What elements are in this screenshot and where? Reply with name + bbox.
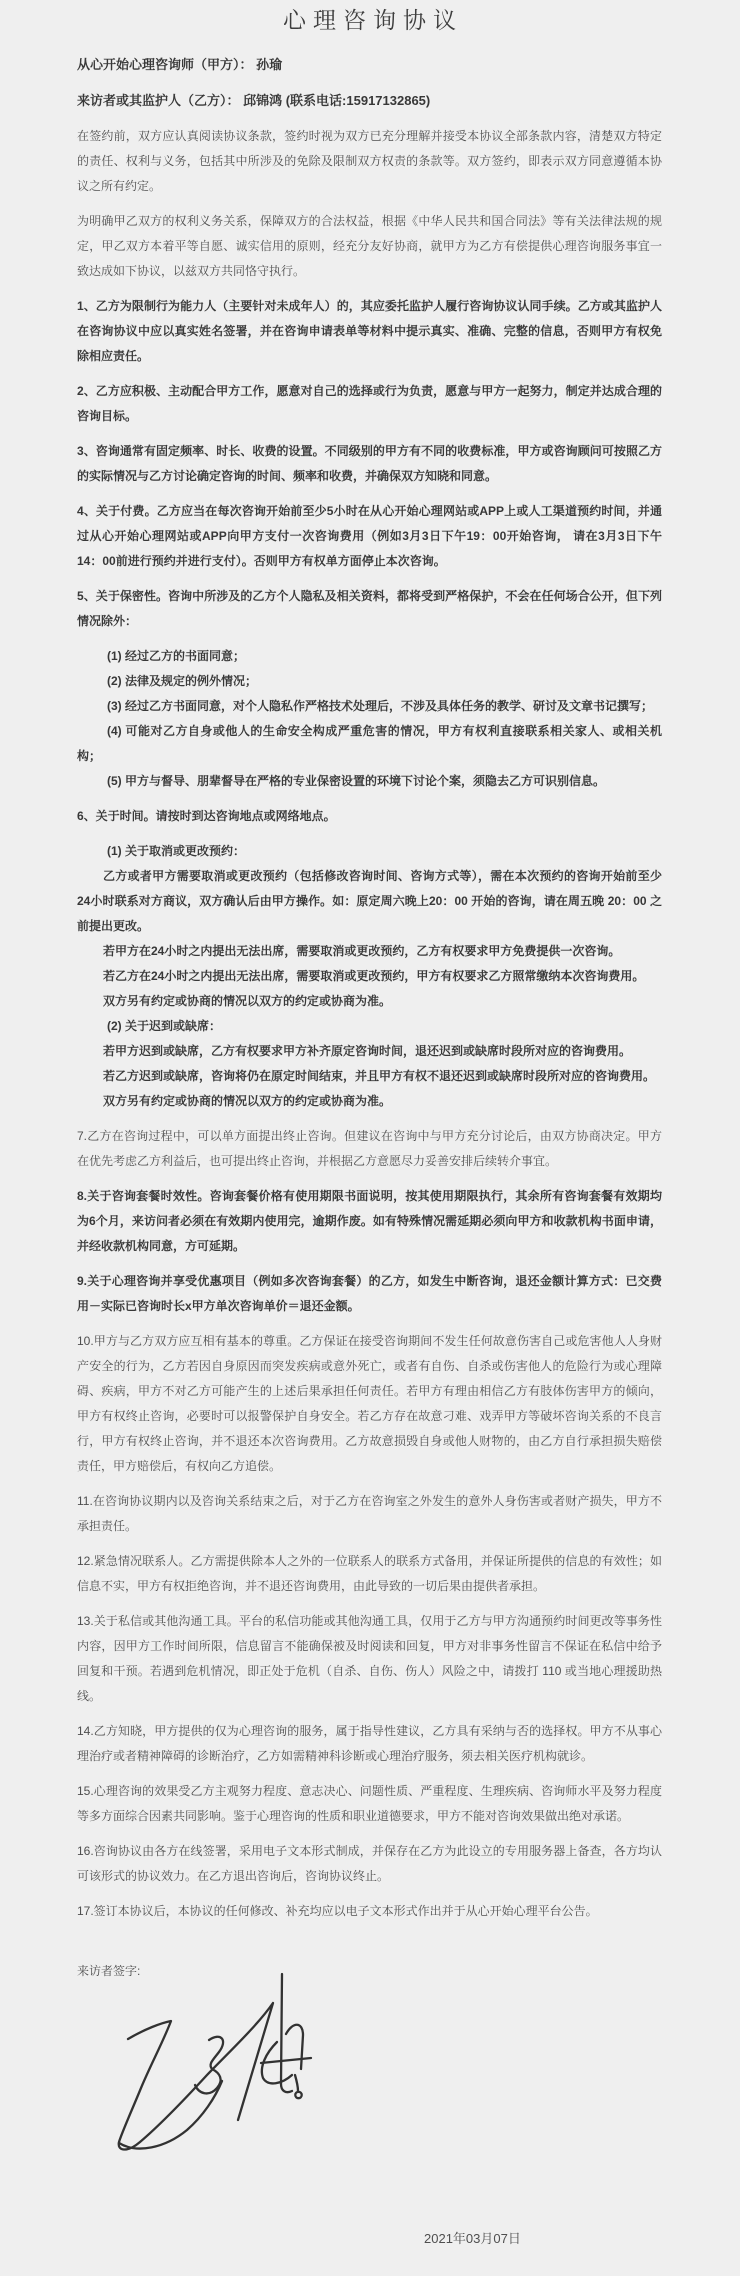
clause-6-sub-5: 双方另有约定或协商的情况以双方的约定或协商为准。 bbox=[103, 994, 392, 1008]
clause-17: 17.签订本协议后，本协议的任何修改、补充均应以电子文本形式作出并于从心开始心理平台公告。 bbox=[77, 1904, 598, 1918]
clause-6-sub-6: (2) 关于迟到或缺席： bbox=[107, 1019, 222, 1033]
clause-13: 13.关于私信或其他沟通工具。平台的私信功能或其他沟通工具，仅用于乙方与甲方沟通预约时间更改等事务性内容，因甲方工作时间所限，信息留言不能确保被及时阅读和回复，甲方对非事务性留言不保证在私信中给予回复和干预。若遇到危机情况，即正处于危机（自杀、自伤、伤人）风险之中，请拨打 110 或当地心理援助热线。 bbox=[77, 1614, 662, 1703]
clause-5-sub-5: (5) 甲方与督导、朋辈督导在严格的专业保密设置的环境下讨论个案，须隐去乙方可识别信息。 bbox=[107, 774, 606, 788]
clause-9: 9.关于心理咨询并享受优惠项目（例如多次咨询套餐）的乙方，如发生中断咨询，退还金额计算方式：已交费用－实际已咨询时长x甲方单次咨询单价＝退还金额。 bbox=[77, 1274, 662, 1313]
clause-5-sub-1: (1) 经过乙方的书面同意； bbox=[107, 649, 246, 663]
page-title: 心理咨询协议 bbox=[283, 7, 463, 33]
clause-5-sub-2: (2) 法律及规定的例外情况； bbox=[107, 674, 258, 688]
signature-label: 来访者签字: bbox=[77, 1964, 141, 1978]
signature-date: 2021年03月07日 bbox=[424, 2231, 521, 2246]
clause-6-sub-4: 若乙方在24小时之内提出无法出席，需要取消或更改预约，甲方有权要求乙方照常缴纳本次咨询费用。 bbox=[103, 969, 645, 983]
intro-paragraph-1: 在签约前，双方应认真阅读协议条款，签约时视为双方已充分理解并接受本协议全部条款内容，清楚双方特定的责任、权利与义务，包括其中所涉及的免除及限制双方权责的条款等。双方签约，即表示双方同意遵循本协议之所有约定。 bbox=[77, 129, 662, 193]
clause-5-sub-4: (4) 可能对乙方自身或他人的生命安全构成严重危害的情况，甲方有权利直接联系相关家人、或相关机构； bbox=[77, 724, 662, 763]
clause-4: 4、关于付费。乙方应当在每次咨询开始前至少5小时在从心开始心理网站或APP上或人工渠道预约时间，并通过从心开始心理网站或APP向甲方支付一次咨询费用（例如3月3日下午19：00开始咨询， 请在3月3日下午14：00前进行预约并进行支付）。否则甲方有权单方面停止本次咨询。 bbox=[77, 504, 662, 568]
clause-8: 8.关于咨询套餐时效性。咨询套餐价格有使用期限书面说明，按其使用期限执行，其余所有咨询套餐有效期均为6个月，来访问者必须在有效期内使用完，逾期作废。如有特殊情况需延期必须向甲方和收款机构书面申请，并经收款机构同意，方可延期。 bbox=[77, 1189, 662, 1253]
party-a-line: 从心开始心理咨询师（甲方）： 孙瑜 bbox=[77, 57, 283, 72]
signature-image bbox=[105, 1972, 662, 2168]
clause-12: 12.紧急情况联系人。乙方需提供除本人之外的一位联系人的联系方式备用，并保证所提供的信息的有效性；如信息不实，甲方有权拒绝咨询，并不退还咨询费用，由此导致的一切后果由提供者承担。 bbox=[77, 1554, 662, 1593]
clause-5: 5、关于保密性。咨询中所涉及的乙方个人隐私及相关资料，都将受到严格保护，不会在任何场合公开，但下列情况除外： bbox=[77, 589, 662, 628]
clause-15: 15.心理咨询的效果受乙方主观努力程度、意志决心、问题性质、严重程度、生理疾病、咨询师水平及努力程度等多方面综合因素共同影响。鉴于心理咨询的性质和职业道德要求，甲方不能对咨询效果做出绝对承诺。 bbox=[77, 1784, 662, 1823]
clause-2: 2、乙方应积极、主动配合甲方工作，愿意对自己的选择或行为负责，愿意与甲方一起努力，制定并达成合理的咨询目标。 bbox=[77, 384, 662, 423]
intro-paragraph-2: 为明确甲乙双方的权利义务关系，保障双方的合法权益，根据《中华人民共和国合同法》等有关法律法规的规定，甲乙双方本着平等自愿、诚实信用的原则，经充分友好协商，就甲方为乙方有偿提供心理咨询服务事宜一致达成如下协议，以兹双方共同恪守执行。 bbox=[77, 214, 662, 278]
party-b-line: 来访者或其监护人（乙方）： 邱锦鸿 (联系电话:15917132865) bbox=[77, 93, 431, 108]
clause-6: 6、关于时间。请按时到达咨询地点或网络地点。 bbox=[77, 809, 336, 823]
clause-6-sub-7: 若甲方迟到或缺席，乙方有权要求甲方补齐原定咨询时间，退还迟到或缺席时段所对应的咨询费用。 bbox=[103, 1044, 632, 1058]
clause-6-sub-1: (1) 关于取消或更改预约： bbox=[107, 844, 246, 858]
clause-16: 16.咨询协议由各方在线签署，采用电子文本形式制成，并保存在乙方为此设立的专用服务器上备查，各方均认可该形式的协议效力。在乙方退出咨询后，咨询协议终止。 bbox=[77, 1844, 662, 1883]
clause-3: 3、咨询通常有固定频率、时长、收费的设置。不同级别的甲方有不同的收费标准，甲方或咨询顾问可按照乙方的实际情况与乙方讨论确定咨询的时间、频率和收费，并确保双方知晓和同意。 bbox=[77, 444, 662, 483]
clause-14: 14.乙方知晓，甲方提供的仅为心理咨询的服务，属于指导性建议，乙方具有采纳与否的选择权。甲方不从事心理治疗或者精神障碍的诊断治疗，乙方如需精神科诊断或心理治疗服务，须去相关医疗机构就诊。 bbox=[77, 1724, 662, 1763]
clause-7: 7.乙方在咨询过程中，可以单方面提出终止咨询。但建议在咨询中与甲方充分讨论后，由双方协商决定。甲方在优先考虑乙方利益后，也可提出终止咨询，并根据乙方意愿尽力妥善安排后续转介事宜。 bbox=[77, 1129, 662, 1168]
clause-6-sub-3: 若甲方在24小时之内提出无法出席，需要取消或更改预约，乙方有权要求甲方免费提供一次咨询。 bbox=[103, 944, 621, 958]
clause-1: 1、乙方为限制行为能力人（主要针对未成年人）的，其应委托监护人履行咨询协议认同手续。乙方或其监护人在咨询协议中应以真实姓名签署，并在咨询申请表单等材料中提示真实、准确、完整的信息，否则甲方有权免除相应责任。 bbox=[77, 299, 662, 363]
clause-11: 11.在咨询协议期内以及咨询关系结束之后，对于乙方在咨询室之外发生的意外人身伤害或者财产损失，甲方不承担责任。 bbox=[77, 1494, 662, 1533]
clause-5-sub-3: (3) 经过乙方书面同意，对个人隐私作严格技术处理后，不涉及具体任务的教学、研讨及文章书记撰写； bbox=[107, 699, 654, 713]
clause-6-sub-8: 若乙方迟到或缺席，咨询将仍在原定时间结束，并且甲方有权不退还迟到或缺席时段所对应的咨询费用。 bbox=[103, 1069, 656, 1083]
clause-10: 10.甲方与乙方双方应互相有基本的尊重。乙方保证在接受咨询期间不发生任何故意伤害自己或危害他人人身财产安全的行为，乙方若因自身原因而突发疾病或意外死亡，或者有自伤、自杀或伤害他人的危险行为或心理障碍、疾病，甲方不对乙方可能产生的上述后果承担任何责任。若甲方有理由相信乙方有肢体伤害甲方的倾向，甲方有权终止咨询，必要时可以报警保护自身安全。若乙方存在故意刁难、戏弄甲方等破坏咨询关系的不良言行，甲方有权终止咨询，并不退还本次咨询费用。乙方故意损毁自身或他人财物的，由乙方自行承担损失赔偿责任，甲方赔偿后，有权向乙方追偿。 bbox=[77, 1334, 662, 1473]
signature-scribble-icon bbox=[105, 1972, 319, 2168]
clause-list bbox=[77, 294, 662, 1924]
clause-6-sub-9: 双方另有约定或协商的情况以双方的约定或协商为准。 bbox=[103, 1094, 392, 1108]
clause-6-sub-2: 乙方或者甲方需要取消或更改预约（包括修改咨询时间、咨询方式等），需在本次预约的咨询开始前至少24小时联系对方商议，双方确认后由甲方操作。如：原定周六晚上20：00 开始的咨询，请在周五晚 20：00 之前提出更改。 bbox=[77, 869, 662, 933]
